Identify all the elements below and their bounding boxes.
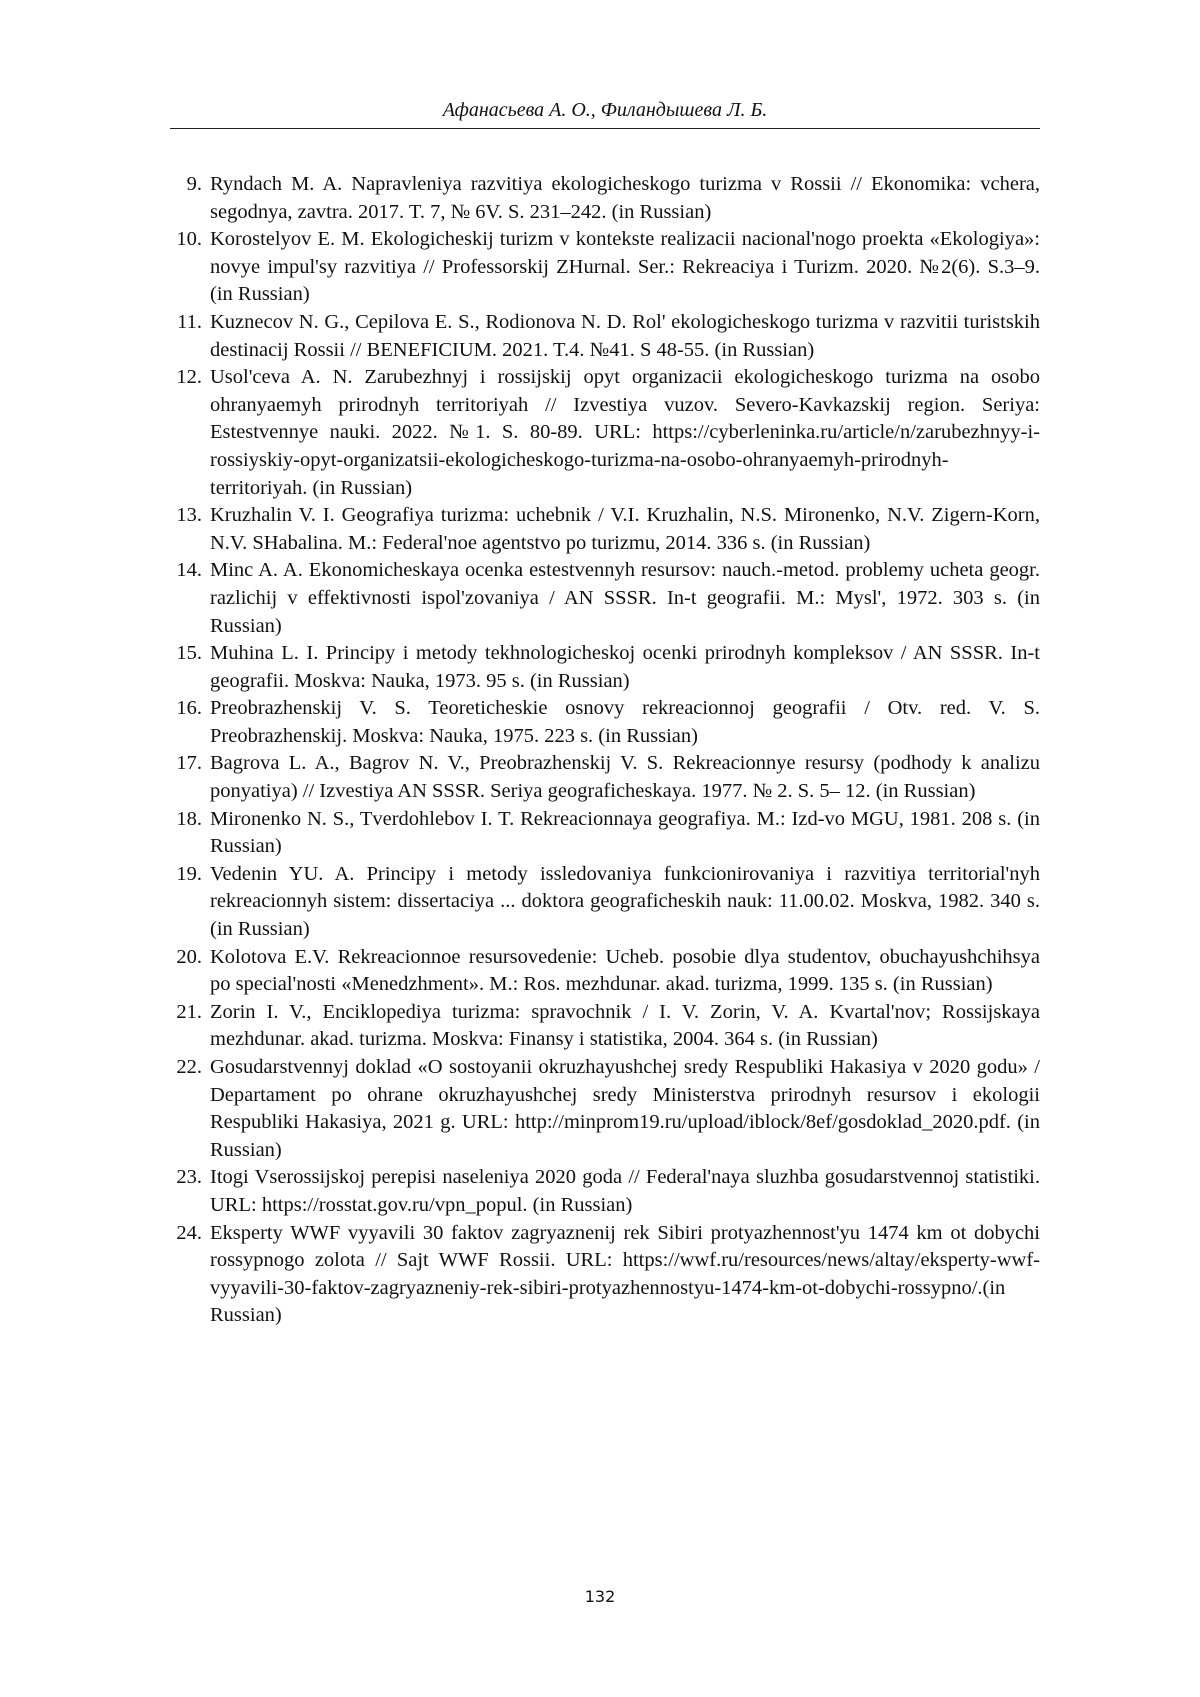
reference-text: Zorin I. V., Enciklopediya turizma: spravochnik / I. V. Zorin, V. A. Kvartal'nov; Rossijskaya mezhdunar. akad. turizma. Moskva: Finansy i statistika, 2004. 364 s. (in Russian): [210, 1000, 1040, 1051]
reference-item: [170, 640, 1040, 695]
reference-number: 11.: [177, 310, 202, 333]
reference-text: Muhina L. I. Principy i metody tekhnologicheskoj ocenki prirodnyh kompleksov / AN SSSR. In-t geografii. Moskva: Nauka, 1973. 95 s. (in Russian): [210, 642, 1040, 692]
reference-text: Mironenko N. S., Tverdohlebov I. T. Rekreacionnaya geografiya. M.: Izd-vo MGU, 1981. 208 s. (in Russian): [210, 807, 1040, 858]
reference-number: 20.: [176, 945, 202, 968]
reference-text: Itogi Vserossijskoj perepisi naseleniya 2020 goda // Federal'naya sluzhba gosudarstvennoj statistiki. URL: https://rosstat.gov.ru/vpn_popul. (in Russian): [210, 1166, 1040, 1216]
reference-number: 22.: [176, 1056, 202, 1078]
reference-text: Minc A. A. Ekonomicheskaya ocenka estestvennyh resursov: nauch.-metod. problemy ucheta geogr. razlichij v effektivnosti ispol'zovaniya / AN SSSR. In-t geografii. M.: Mysl', 1972. 303 s. (in Russian): [210, 559, 1040, 637]
reference-number: 10.: [176, 228, 202, 251]
reference-text: Bagrova L. A., Bagrov N. V., Preobrazhenskij V. S. Rekreacionnye resursy (podhody k analizu ponyatiya) // Izvestiya AN SSSR. Seriya geograficheskaya. 1977. № 2. S. 5– 12. (in Russian): [210, 752, 1040, 803]
reference-item: [170, 806, 1040, 861]
header-rule: [170, 128, 1040, 129]
reference-item: [170, 999, 1040, 1054]
reference-number: 13.: [176, 504, 202, 527]
reference-text: Usol'ceva A. N. Zarubezhnyj i rossijskij opyt organizacii ekologicheskogo turizma na osobo ohranyaemyh prirodnyh territoriyah // Izvestiya vuzov. Severo-Kavkazskij region. Seriya: Estestvennye nauki. 2022. №1. S. 80-89. URL: https://cyberleninka.ru/article/n/zarubezhnyy-i-rossiyskiy-opyt-organizatsii-ekologicheskogo-turizma-na-osobo-ohranyaemyh-prirodnyh-territoriyah. (in Russian): [210, 366, 1040, 499]
reference-text: Kolotova E.V. Rekreacionnoe resursovedenie: Ucheb. posobie dlya studentov, obuchayushchihsya po special'nosti «Menedzhment». M.: Ros. mezhdunar. akad. turizma, 1999. 135 s. (in Russian): [210, 945, 1040, 996]
reference-item: [170, 1220, 1040, 1330]
reference-number: 12.: [176, 366, 202, 389]
reference-item: [170, 861, 1040, 944]
reference-number: 21.: [176, 1000, 202, 1023]
reference-text: Korostelyov E. M. Ekologicheskij turizm v kontekste realizacii nacional'nogo proekta «Ekologiya»: novye impul'sy razvitiya // Professorskij ZHurnal. Ser.: Rekreaciya i Turizm. 2020. №2(6). S.3–9. (in Russian): [210, 228, 1040, 306]
reference-item: [170, 1054, 1040, 1164]
reference-item: [170, 171, 1040, 226]
reference-text: Kruzhalin V. I. Geografiya turizma: uchebnik / V.I. Kruzhalin, N.S. Mironenko, N.V. Zigern-Korn, N.V. SHabalina. M.: Federal'noe agentstvo po turizmu, 2014. 336 s. (in Russian): [210, 504, 1040, 554]
reference-item: [170, 557, 1040, 640]
reference-item: [170, 309, 1040, 364]
reference-item: [170, 502, 1040, 557]
reference-text: Eksperty WWF vyyavili 30 faktov zagryaznenij rek Sibiri protyazhennost'yu 1474 km ot dobychi rossypnogo zolota // Sajt WWF Rossii. URL: https://wwf.ru/resources/news/altay/eksperty-wwf-vyyavili-30-faktov-zagryazneniy-rek-sibiri-protyazhennostyu-1474-km-ot-dobychi-rossypno/.(in Russian): [210, 1221, 1040, 1327]
reference-text: Preobrazhenskij V. S. Teoreticheskie osnovy rekreacionnoj geografii / Otv. red. V. S. Preobrazhenskij. Moskva: Nauka, 1975. 223 s. (in Russian): [210, 697, 1040, 747]
reference-number: 14.: [176, 559, 202, 582]
reference-number: 24.: [176, 1221, 202, 1244]
reference-number: 18.: [176, 807, 202, 830]
reference-item: [170, 226, 1040, 309]
page-number: 132: [584, 1587, 616, 1606]
reference-item: [170, 944, 1040, 999]
reference-text: Ryndach M. A. Napravleniya razvitiya ekologicheskogo turizma v Rossii // Ekonomika: vchera, segodnya, zavtra. 2017. T. 7, № 6V. S. 231–242. (in Russian): [210, 173, 1040, 223]
reference-number: 16.: [176, 697, 202, 720]
reference-number: 9.: [186, 173, 202, 195]
reference-number: 15.: [176, 642, 202, 665]
reference-item: [170, 695, 1040, 750]
reference-number: 19.: [176, 862, 202, 885]
reference-number: 23.: [176, 1166, 202, 1189]
reference-item: [170, 1164, 1040, 1219]
reference-text: Vedenin YU. A. Principy i metody issledovaniya funkcionirovaniya i razvitiya territorial'nyh rekreacionnyh sistem: dissertaciya ... doktora geograficheskih nauk: 11.00.02. Moskva, 1982. 340 s. (in Russian): [210, 862, 1040, 941]
reference-item: [170, 750, 1040, 805]
running-header: Афанасьева А. О., Филандышева Л. Б.: [442, 99, 768, 121]
reference-number: 17.: [176, 752, 202, 775]
reference-list: [170, 171, 1040, 1330]
reference-text: Kuznecov N. G., Cepilova E. S., Rodionova N. D. Rol' ekologicheskogo turizma v razvitii turistskih destinacij Rossii // BENEFICIUM. 2021. T.4. №41. S 48-55. (in Russian): [210, 310, 1040, 361]
reference-item: [170, 364, 1040, 502]
reference-text: Gosudarstvennyj doklad «O sostoyanii okruzhayushchej sredy Respubliki Hakasiya v 2020 godu» / Departament po ohrane okruzhayushchej sredy Ministerstva prirodnyh resursov i ekologii Respubliki Hakasiya, 2021 g. URL: http://minprom19.ru/upload/iblock/8ef/gosdoklad_2020.pdf. (in Russian): [210, 1056, 1040, 1161]
